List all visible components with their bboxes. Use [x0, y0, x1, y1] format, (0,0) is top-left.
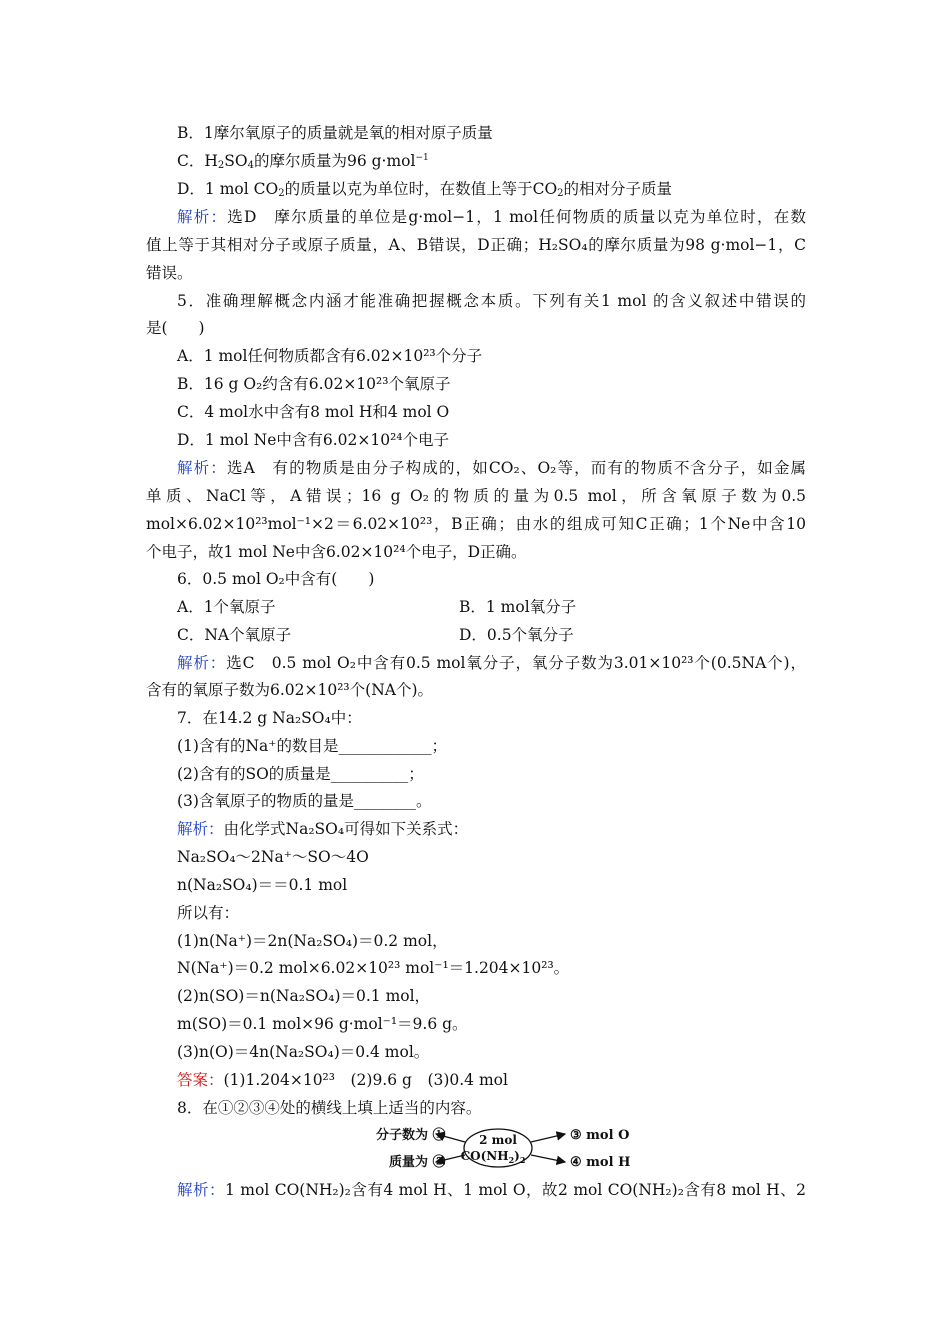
q6-option-c: C．NA个氧原子: [177, 626, 292, 644]
diagram-right-bottom: ④ mol H: [570, 1155, 631, 1170]
q7-stem: 7．在14.2 g Na₂SO₄中：: [177, 709, 362, 727]
q5-explanation-line-4: 个电子，故1 mol Ne中含6.02×10²⁴个电子，D正确。: [146, 543, 527, 561]
q8-diagram: [360, 1120, 650, 1178]
q5-option-c: C．4 mol水中含有8 mol H和4 mol O: [177, 403, 450, 421]
q5-option-a: A．1 mol任何物质都含有6.02×10²³个分子: [177, 347, 483, 365]
q7-part-2: (2)含有的SO的质量是__________；: [177, 765, 424, 783]
q5-explanation-line-2: 单质、NaCl等，A错误；16 g O₂的物质的量为0.5 mol，所含氧原子数为0.5: [146, 487, 806, 505]
q7-part-1: (1)含有的Na⁺的数目是____________；: [177, 737, 447, 755]
q7-so: 所以有：: [177, 904, 240, 922]
q6-option-a: A．1个氧原子: [177, 598, 276, 616]
explanation-label: 解析：: [177, 459, 227, 477]
q4-option-b: B．1摩尔氧原子的质量就是氧的相对原子质量: [177, 124, 493, 142]
diagram-right-top: ③ mol O: [570, 1128, 630, 1143]
q5-stem-line-2: 是( ): [146, 319, 205, 337]
q5-explanation-line-3: mol×6.02×10²³mol⁻¹×2＝6.02×10²³，B正确；由水的组成可知C正确；1个Ne中含10: [146, 515, 806, 533]
q8-explanation-line-1: 解析：1 mol CO(NH₂)₂含有4 mol H、1 mol O，故2 mol CO(NH₂)₂含有8 mol H、2: [177, 1181, 806, 1199]
q7-step-3: (3)n(O)＝4n(Na₂SO₄)＝0.4 mol。: [177, 1043, 430, 1061]
q4-explanation-line-2: 值上等于其相对分子或原子质量，A、B错误，D正确；H₂SO₄的摩尔质量为98 g·mol−1，C: [146, 236, 806, 254]
explanation-label: 解析：: [177, 1181, 226, 1199]
q4-option-c: C．$H_2SO_4$的摩尔质量为96 g·mol$^{-1}$: [177, 152, 429, 171]
q6-option-b: B．1 mol氧分子: [459, 598, 577, 616]
q5-stem-line-1: 5．准确理解概念内涵才能准确把握概念本质。下列有关1 mol 的含义叙述中错误的: [177, 292, 806, 310]
diagram-center-formula: $CO(NH_2)_2$: [460, 1149, 526, 1165]
q6-option-d: D．0.5个氧分子: [459, 626, 574, 644]
q6-explanation-line-2: 含有的氧原子数为6.02×10²³个(NA个)。: [146, 681, 434, 699]
diagram-center-line-1: 2 mol: [479, 1133, 517, 1147]
q7-step-1b: N(Na⁺)＝0.2 mol×6.02×10²³ mol⁻¹＝1.204×10²³。: [177, 959, 570, 977]
diagram-left-top: 分子数为 ①: [376, 1128, 446, 1143]
explanation-label: 解析：: [177, 820, 224, 838]
q6-stem: 6．0.5 mol O₂中含有( ): [177, 570, 375, 588]
q5-option-b: B．16 g O₂约含有6.02×10²³个氧原子: [177, 375, 451, 393]
q7-relation: Na₂SO₄～2Na⁺～SO～4O: [177, 848, 369, 866]
q7-part-3: (3)含氧原子的物质的量是________。: [177, 792, 432, 810]
q4-explanation-line-3: 错误。: [146, 264, 193, 282]
q7-step-1a: (1)n(Na⁺)＝2n(Na₂SO₄)＝0.2 mol，: [177, 932, 448, 950]
explanation-label: 解析：: [177, 654, 227, 672]
q7-step-2b: m(SO)＝0.1 mol×96 g·mol⁻¹＝9.6 g。: [177, 1015, 468, 1033]
q4-option-d: D．1 mol $CO_2$的质量以克为单位时，在数值上等于$CO_2$的相对分子质量: [177, 180, 673, 199]
arrow-to-right-bottom: [531, 1155, 565, 1162]
q7-step-2a: (2)n(SO)＝n(Na₂SO₄)＝0.1 mol，: [177, 987, 431, 1005]
q6-explanation-line-1: 解析：选C 0.5 mol O₂中含有0.5 mol氧分子，氧分子数为3.01×10²³个(0.5NA个)，: [177, 654, 806, 672]
q7-answer: 答案：(1)1.204×10²³ (2)9.6 g (3)0.4 mol: [177, 1071, 508, 1089]
explanation-label: 解析：: [177, 208, 228, 226]
q5-option-d: D．1 mol Ne中含有6.02×10²⁴个电子: [177, 431, 450, 449]
answer-label: 答案：: [177, 1071, 224, 1089]
q4-explanation-line-1: 解析：选D 摩尔质量的单位是g·mol−1，1 mol任何物质的质量以克为单位时，在数: [177, 208, 806, 226]
q8-stem: 8．在①②③④处的横线上填上适当的内容。: [177, 1099, 482, 1117]
q5-explanation-line-1: 解析：选A 有的物质是由分子构成的，如CO₂、O₂等，而有的物质不含分子，如金属: [177, 459, 806, 477]
diagram-left-bottom: 质量为 ②: [389, 1155, 446, 1170]
q7-n-calc: n(Na₂SO₄)＝＝0.1 mol: [177, 876, 348, 894]
q7-explanation-intro: 解析：由化学式Na₂SO₄可得如下关系式：: [177, 820, 469, 838]
arrow-to-right-top: [531, 1134, 565, 1142]
